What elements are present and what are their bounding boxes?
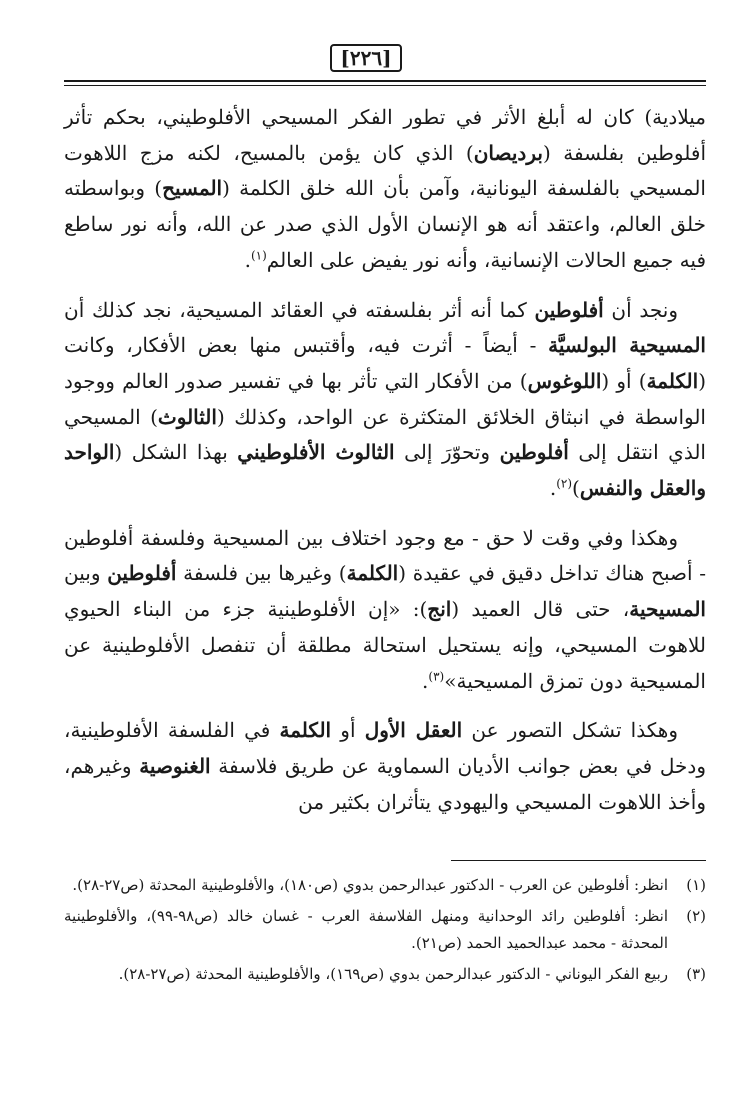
text-run: ، حتى قال العميد ( (451, 597, 630, 622)
text-run: . (244, 247, 251, 272)
text-run: . (549, 476, 557, 501)
bold-term: انج (427, 597, 452, 622)
bold-term: الواحد والعقل والنفس (64, 440, 706, 501)
bold-term: المسيح (162, 176, 223, 201)
footnotes (64, 872, 706, 992)
paragraph (64, 100, 706, 279)
text-run: وبين (64, 561, 108, 586)
footnote-ref: (١) (250, 248, 267, 263)
body-text (64, 100, 706, 834)
text-run: - أيضاً - أثرت فيه، وأقتبس منها بعض الأفكار، وكانت ( (64, 333, 706, 393)
footnote-separator (451, 860, 706, 861)
text-run: ميلادية) كان له أبلغ الأثر في تطور الفكر المسيحي الأفلوطيني، بحكم تأثر أفلوطين بفلسفة ( (64, 105, 706, 165)
text-run: وهكذا تشكل التصور عن (462, 718, 678, 743)
paragraph (64, 521, 706, 700)
bold-term: الكلمة (646, 368, 699, 393)
bold-term: اللوغوس (527, 368, 602, 393)
text-run: أو (331, 718, 365, 743)
footnote-text: ربيع الفكر اليوناني - الدكتور عبدالرحمن بدوي (ص١٦٩)، والأفلوطينية المحدثة (ص٢٧-٢٨). (118, 965, 668, 983)
footnote (64, 961, 706, 988)
text-run: في الفلسفة الأفلوطينية، ودخل في بعض جوانب الأديان السماوية عن طريق فلاسفة (64, 718, 706, 778)
bold-term: العقل الأول (364, 718, 463, 743)
bold-term: برديصان (473, 140, 543, 165)
footnote (64, 903, 706, 957)
text-run: ) (572, 476, 580, 501)
header-rule-thin (64, 85, 706, 86)
bold-term: المسيحية البولسيَّة (548, 333, 706, 358)
text-run: ) وغيرها بين فلسفة (176, 561, 347, 586)
text-run: ) أو ( (601, 368, 647, 393)
bold-term: الكلمة (279, 718, 332, 743)
footnote-text: انظر: أفلوطين عن العرب - الدكتور عبدالرحمن بدوي (ص١٨٠)، والأفلوطينية المحدثة (ص٢٧-٢٨). (72, 876, 668, 894)
footnote-ref: (٣) (428, 668, 445, 683)
footnote-text: انظر: أفلوطين رائد الوحدانية ومنهل الفلاسفة العرب - غسان خالد (ص٩٨-٩٩)، والأفلوطينية المحدثة - محمد عبدالحميد الحمد (ص٢١). (64, 907, 668, 952)
footnote (64, 872, 706, 899)
page-number-label: [٢٢٦] (330, 44, 401, 72)
bold-term: الثالوث الأفلوطيني (237, 440, 395, 465)
bold-term: أفلوطين (107, 561, 177, 586)
text-run: ): «إن الأفلوطينية جزء من البناء الحيوي للاهوت المسيحي، وإنه يستحيل استحالة مطلقة أن تنفصل الأفلوطينية عن المسيحية دون تمزق المسيحية» (64, 597, 706, 693)
paragraph (64, 293, 706, 507)
footnote-number: (٢) (686, 907, 706, 925)
text-run: ) الذي كان يؤمن بالمسيح، لكنه مزج اللاهوت المسيحي بالفلسفة اليونانية، وآمن بأن الله خلق الكلمة ( (64, 140, 706, 201)
text-run: ) من الأفكار التي تأثر بها في تفسير صدور العالم ووجود الواسطة في انبثاق الخلائق المتكثرة عن الواحد، وكذلك ( (64, 368, 706, 429)
text-run: بهذا الشكل ( (114, 440, 238, 465)
bold-term: أفلوطين (499, 440, 569, 465)
bold-term: المسيحية (629, 597, 706, 622)
text-run: وتحوّرَ إلى (394, 440, 500, 465)
text-run: وغيرهم، وأخذ اللاهوت المسيحي واليهودي يتأثران بكثير من (64, 753, 706, 814)
bold-term: الكلمة (346, 561, 399, 586)
footnote-number: (٣) (686, 965, 706, 983)
text-run: ونجد أن (603, 297, 679, 322)
footnote-ref: (٢) (556, 476, 573, 491)
bold-term: الغنوصية (139, 753, 211, 778)
header-rule (64, 80, 706, 82)
text-run: وهكذا وفي وقت لا حق - مع وجود اختلاف بين المسيحية وفلسفة أفلوطين - أصبح هناك تداخل دقيق في عقيدة ( (64, 525, 707, 586)
bold-term: الثالوث (157, 404, 217, 429)
text-run: ) المسيحي الذي انتقل إلى (64, 404, 706, 465)
bold-term: أفلوطين (534, 297, 604, 322)
footnote-number: (١) (686, 876, 706, 894)
paragraph (64, 713, 706, 820)
page-number (0, 44, 732, 72)
text-run: كما أنه أثر بفلسفته في العقائد المسيحية، نجد كذلك أن (64, 297, 535, 322)
text-run: . (422, 668, 429, 693)
text-run: ) وبواسطته خلق العالم، واعتقد أنه هو الإنسان الأول الذي صدر عن الله، وأنه نور ساطع فيه جميع الحالات الإنسانية، وأنه نور يفيض على العالم (64, 176, 706, 272)
